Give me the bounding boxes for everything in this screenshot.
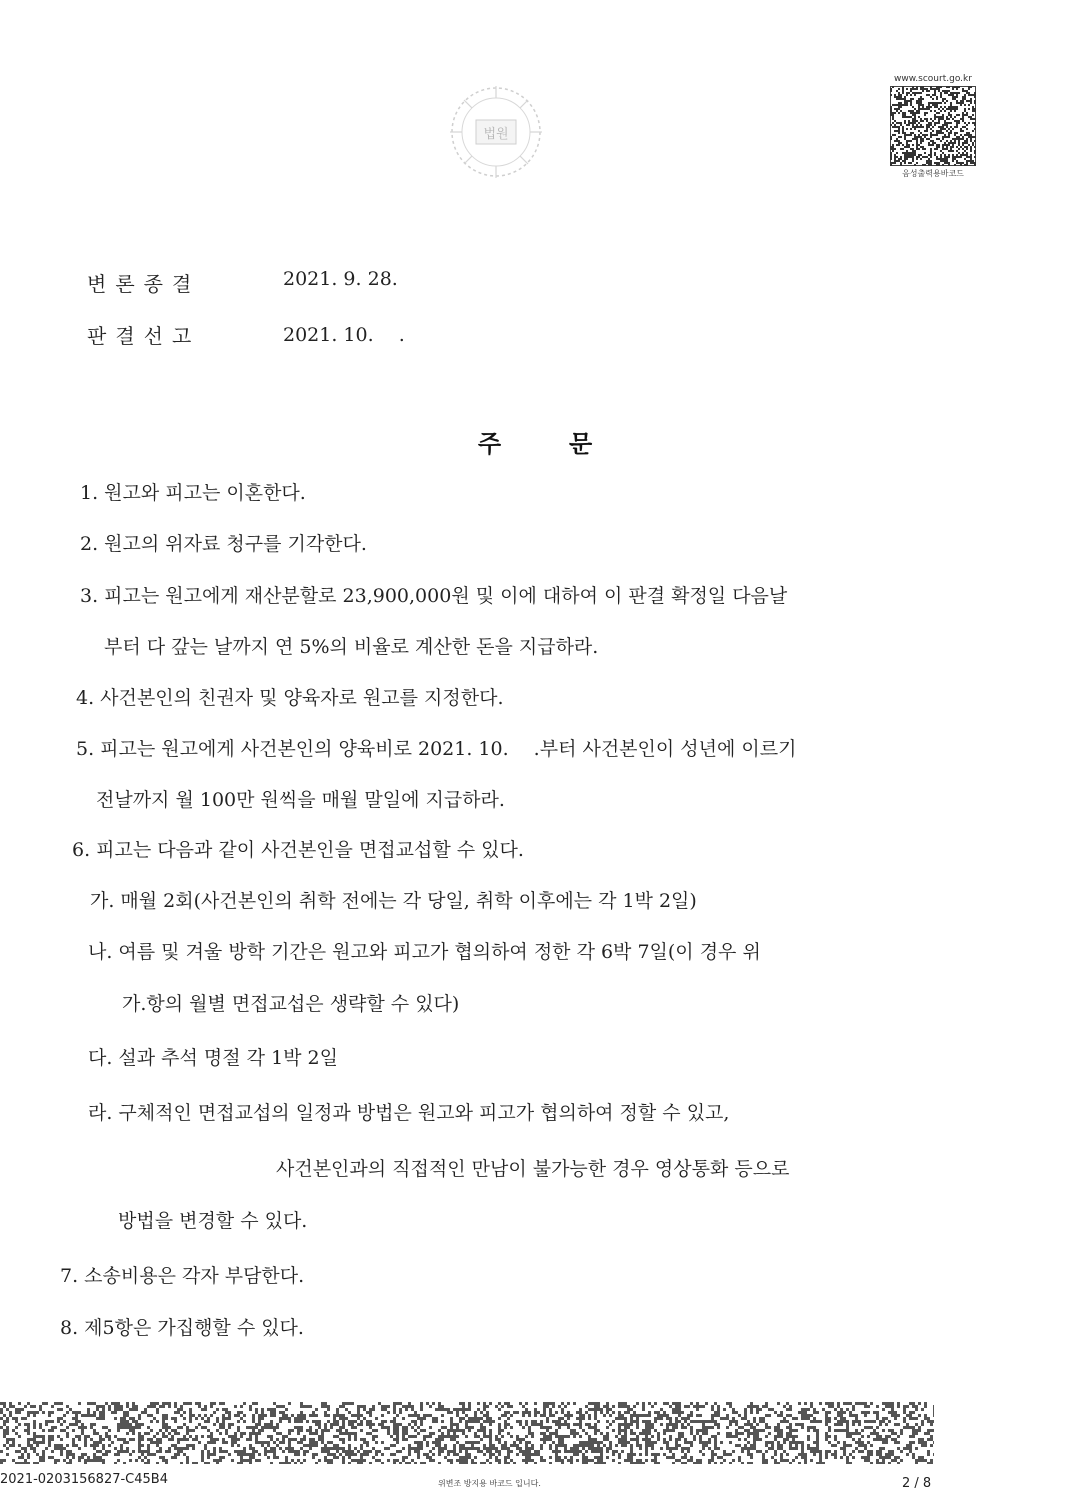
order-line: 라. 구체적인 면접교섭의 일정과 방법은 원고와 피고가 협의하여 정할 수 있고, <box>88 1102 730 1124</box>
order-line: 1. 원고와 피고는 이혼한다. <box>80 482 306 504</box>
order-line: 다. 설과 추석 명절 각 1박 2일 <box>88 1047 338 1069</box>
section-heading <box>0 424 1070 459</box>
document-number: 2021-0203156827-C45B4 <box>0 1472 168 1487</box>
qr-label: 음성출력용바코드 <box>902 169 964 178</box>
order-line: 8. 제5항은 가집행할 수 있다. <box>60 1317 304 1339</box>
order-line: 방법을 변경할 수 있다. <box>118 1210 308 1232</box>
page-number: 2 / 8 <box>902 1476 932 1491</box>
order-line: 5. 피고는 원고에게 사건본인의 양육비로 2021. 10. .부터 사건본인이 성년에 이르기 <box>76 738 797 760</box>
order-line: 2. 원고의 위자료 청구를 기각한다. <box>80 533 367 555</box>
order-line: 6. 피고는 다음과 같이 사건본인을 면접교섭할 수 있다. <box>72 839 524 861</box>
order-line: 부터 다 갚는 날까지 연 5%의 비율로 계산한 돈을 지급하라. <box>104 636 599 658</box>
court-seal <box>446 82 546 182</box>
order-line: 가. 매월 2회(사건본인의 취학 전에는 각 당일, 취학 이후에는 각 1박 2일) <box>90 890 697 912</box>
closing-date: 2021. 9. 28. <box>283 268 398 290</box>
verdict-date: 2021. 10. . <box>283 324 405 346</box>
order-line: 3. 피고는 원고에게 재산분할로 23,900,000원 및 이에 대하여 이 판결 확정일 다음날 <box>80 585 788 607</box>
order-line: 전날까지 월 100만 원씩을 매월 말일에 지급하라. <box>96 789 505 811</box>
court-seal-icon <box>446 82 546 182</box>
qr-url-text: www.scourt.go.kr <box>894 74 972 84</box>
heading-char-2: 문 <box>569 429 593 458</box>
closing-label: 변론종결 <box>87 272 201 296</box>
verdict-label: 판결선고 <box>87 324 201 348</box>
order-line: 가.항의 월별 면접교섭은 생략할 수 있다) <box>122 993 460 1015</box>
order-line: 7. 소송비용은 각자 부담한다. <box>60 1265 305 1287</box>
order-line: 사건본인과의 직접적인 만남이 불가능한 경우 영상통화 등으로 <box>276 1158 790 1180</box>
barcode-note: 위변조 방지용 바코드 입니다. <box>438 1479 541 1488</box>
seal-text: 법원 <box>483 127 509 142</box>
order-line: 나. 여름 및 겨울 방학 기간은 원고와 피고가 협의하여 정한 각 6박 7일(이 경우 위 <box>88 941 761 963</box>
heading-char-1: 주 <box>477 429 501 458</box>
qr-code-icon <box>890 86 976 166</box>
anti-forgery-barcode <box>0 1402 934 1464</box>
order-line: 4. 사건본인의 친권자 및 양육자로 원고를 지정한다. <box>76 687 504 709</box>
